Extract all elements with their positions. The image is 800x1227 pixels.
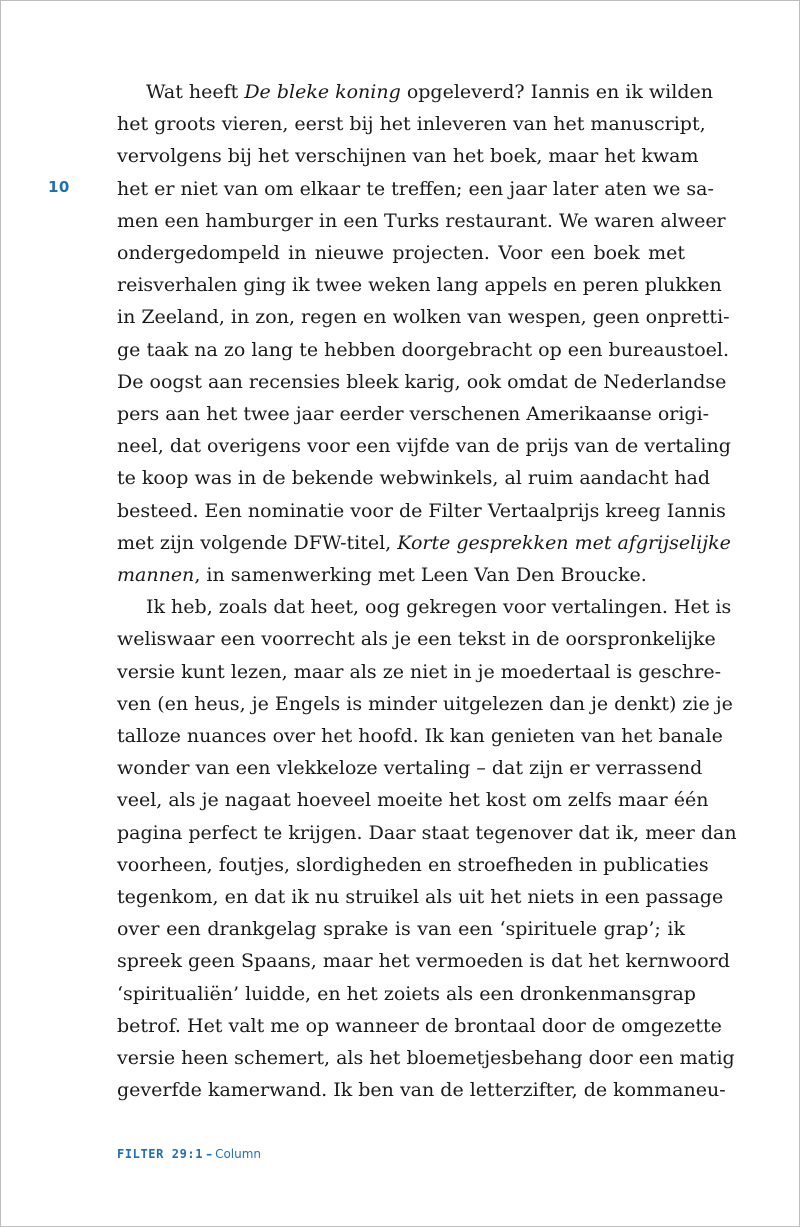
text-line [117, 398, 710, 430]
italic-title: mannen [117, 564, 195, 587]
text-run: het groots vieren, eerst bij het inleveren van het manuscript, [117, 113, 706, 136]
text-run: vervolgens bij het verschijnen van het boek, maar het kwam [117, 145, 699, 168]
text-line [117, 527, 731, 559]
text-run: betrof. Het valt me op wanneer de brontaal door de omgezette [117, 1014, 722, 1037]
text-line [117, 76, 713, 108]
text-line [117, 881, 724, 913]
text-line [117, 1074, 726, 1106]
text-line [117, 205, 726, 237]
text-line [117, 1042, 735, 1074]
text-line [117, 720, 723, 752]
text-line [117, 817, 737, 849]
text-line [117, 108, 706, 140]
text-run: ven (en heus, je Engels is minder uitgelezen dan je denkt) zie je [117, 692, 733, 715]
text-line [117, 430, 731, 462]
text-line [117, 913, 685, 945]
text-line [117, 559, 685, 591]
italic-title: Korte gesprekken met afgrijselijke [397, 531, 731, 554]
text-line [117, 784, 709, 816]
text-line [117, 301, 730, 333]
text-line [117, 495, 726, 527]
text-run: ondergedompeld in nieuwe projecten. Voor een boek met [117, 242, 685, 265]
text-run: opgeleverd? Iannis en ik wilden [400, 81, 713, 103]
text-line [117, 269, 722, 301]
text-line [117, 334, 730, 366]
text-run: , in samenwerking met Leen Van Den Broucke. [194, 564, 647, 587]
text-line [117, 462, 711, 494]
text-line [117, 173, 714, 205]
text-line [117, 849, 709, 881]
text-run: met zijn volgende DFW-titel, [117, 531, 398, 554]
text-line [117, 945, 730, 977]
text-run: Ik heb, zoals dat heet, oog gekregen voor vertalingen. Het is [146, 596, 732, 619]
section-name: Column [215, 1147, 262, 1161]
footer-separator: – [206, 1147, 213, 1161]
text-run: voorheen, foutjes, slordigheden en stroefheden in publicaties [117, 853, 709, 876]
text-run: pagina perfect te krijgen. Daar staat tegenover dat ik, meer dan [117, 821, 737, 844]
text-run: De oogst aan recensies bleek karig, ook omdat de Nederlandse [117, 370, 727, 393]
paragraph [117, 591, 737, 1106]
text-line [117, 1010, 722, 1042]
text-line [117, 366, 727, 398]
text-run: het er niet van om elkaar te treffen; een jaar later aten we sa- [117, 177, 714, 200]
text-run: besteed. Een nominatie voor de Filter Vertaalprijs kreeg Iannis [117, 499, 726, 522]
text-run: in Zeeland, in zon, regen en wolken van wespen, geen onpretti- [117, 306, 730, 329]
text-run: Wat heeft [146, 81, 245, 103]
text-run: men een hamburger in een Turks restaurant. We waren alweer [117, 209, 726, 232]
magazine-issue: FILTER 29:1 [117, 1147, 204, 1161]
text-run: talloze nuances over het hoofd. Ik kan genieten van het banale [117, 725, 723, 748]
text-run: versie kunt lezen, maar als ze niet in je moedertaal is geschre- [117, 660, 722, 683]
text-run: geverfde kamerwand. Ik ben van de letterzifter, de kommaneu- [117, 1079, 726, 1102]
text-line [117, 752, 703, 784]
text-line [117, 591, 732, 623]
text-line [117, 140, 699, 172]
text-run: ge taak na zo lang te hebben doorgebracht op een bureaustoel. [117, 338, 730, 361]
text-run: spreek geen Spaans, maar het vermoeden is dat het kernwoord [117, 950, 730, 973]
text-run: over een drankgelag sprake is van een ‘spirituele grap’; ik [117, 918, 685, 941]
text-run: wonder van een vlekkeloze vertaling – dat zijn er verrassend [117, 757, 703, 780]
text-run: veel, als je nagaat hoeveel moeite het kost om zelfs maar één [117, 789, 709, 812]
text-run: weliswaar een voorrecht als je een tekst in de oorspronkelijke [117, 628, 716, 651]
text-line [117, 623, 716, 655]
body-text [117, 76, 737, 1107]
text-run: pers aan het twee jaar eerder verschenen Amerikaanse origi- [117, 403, 710, 426]
text-run: neel, dat overigens voor een vijfde van de prijs van de vertaling [117, 435, 731, 458]
paragraph [117, 76, 731, 591]
text-line [117, 978, 696, 1010]
italic-title: De bleke koning [244, 81, 401, 103]
text-run: ‘spiritualiën’ luidde, en het zoiets als een dronkenmansgrap [117, 982, 696, 1005]
text-run: reisverhalen ging ik twee weken lang appels en peren plukken [117, 274, 722, 297]
running-footer [117, 1147, 261, 1162]
text-line [117, 656, 722, 688]
text-line [117, 688, 733, 720]
text-run: tegenkom, en dat ik nu struikel als uit het niets in een passage [117, 886, 724, 909]
page-number: 10 [48, 178, 70, 196]
text-line [117, 237, 685, 269]
text-run: te koop was in de bekende webwinkels, al ruim aandacht had [117, 467, 711, 490]
text-run: versie heen schemert, als het bloemetjesbehang door een matig [117, 1047, 735, 1070]
